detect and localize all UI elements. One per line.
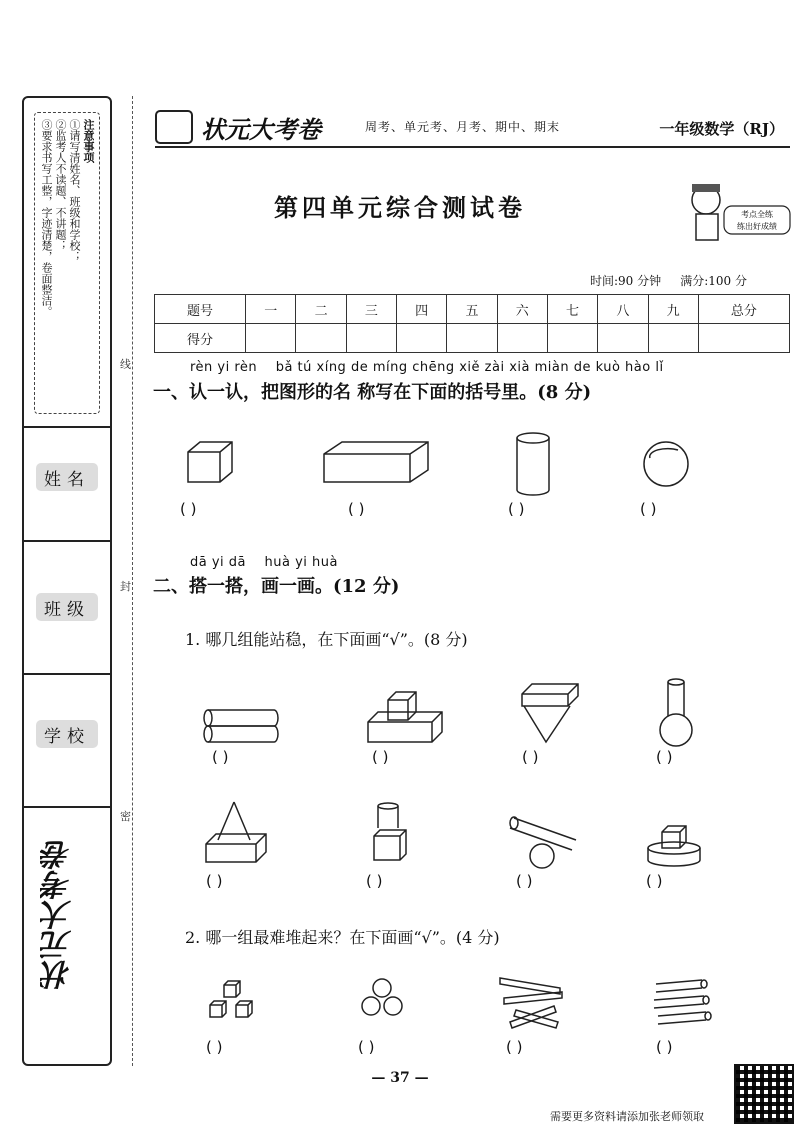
q1-blank-4[interactable]: ( ): [640, 500, 657, 518]
score-cell[interactable]: [547, 324, 597, 353]
exam-full-score: 满分:100 分: [680, 274, 747, 288]
q2-r2-blank-1[interactable]: ( ): [206, 872, 223, 890]
q2-sub1: 1. 哪几组能站稳，在下面画“√”。(8 分): [185, 630, 468, 649]
logo-icon: [155, 110, 193, 144]
cone-on-block-shape: [204, 800, 270, 864]
small-cubes-shape: [206, 975, 262, 1025]
q2-r3-blank-1[interactable]: ( ): [206, 1038, 223, 1056]
score-cell[interactable]: [447, 324, 497, 353]
q2-r3-blank-4[interactable]: ( ): [656, 1038, 673, 1056]
cell: 六: [497, 295, 547, 324]
score-table-score-row: [155, 324, 790, 353]
footer-note: 需要更多资料请添加张老师领取: [550, 1110, 704, 1123]
q2-r2-blank-3[interactable]: ( ): [516, 872, 533, 890]
sphere-shape: [642, 440, 692, 490]
score-cell[interactable]: [698, 324, 789, 353]
notes-title: 注意事项: [82, 119, 95, 163]
q1-blank-1[interactable]: ( ): [180, 500, 197, 518]
score-cell[interactable]: [497, 324, 547, 353]
score-cell[interactable]: [296, 324, 346, 353]
name-label: 姓名: [36, 463, 98, 491]
cube-on-cylinder-shape: [646, 822, 702, 868]
score-table-header-row: [155, 295, 790, 324]
cell: 三: [346, 295, 396, 324]
notes-box: [34, 112, 100, 414]
q2-r1-blank-2[interactable]: ( ): [372, 748, 389, 766]
header: [155, 104, 790, 148]
page-number: — 37 —: [371, 1070, 429, 1086]
crossed-sticks-shape: [496, 970, 568, 1030]
q1-title: 一、认一认，把图形的名 称写在下面的括号里。(8 分): [153, 382, 592, 403]
cut-mark-secret: 密: [120, 810, 131, 823]
cube-shape: [186, 440, 236, 485]
class-label: 班级: [36, 593, 98, 621]
cell: 题号: [155, 295, 246, 324]
cuboid-shape: [322, 440, 432, 485]
q2-r1-blank-4[interactable]: ( ): [656, 748, 673, 766]
qr-code-icon: [734, 1064, 794, 1124]
stacked-balls-shape: [358, 978, 408, 1022]
cylinder-on-sphere-shape: [656, 676, 696, 748]
stacked-cylinders-shape: [202, 708, 282, 744]
page-title: 第四单元综合测试卷: [274, 193, 526, 222]
cell: 二: [296, 295, 346, 324]
q2-r1-blank-1[interactable]: ( ): [212, 748, 229, 766]
cell: 四: [397, 295, 447, 324]
q2-title: 二、搭一搭，画一画。(12 分): [153, 576, 400, 597]
q2-r1-blank-3[interactable]: ( ): [522, 748, 539, 766]
q1-pinyin: rèn yi rèn bǎ tú xíng de míng chēng xiě zài xià miàn de kuò hào lǐ: [190, 360, 664, 375]
cell: 七: [547, 295, 597, 324]
note-2: ②监考人不读题、不讲题；: [54, 119, 67, 251]
cylinder-on-cube-shape: [370, 800, 412, 864]
mascot-text-2: 练出好成绩: [737, 222, 777, 231]
cell: 一: [246, 295, 296, 324]
score-cell[interactable]: [246, 324, 296, 353]
q2-r2-blank-2[interactable]: ( ): [366, 872, 383, 890]
cylinder-shape: [514, 432, 554, 498]
score-cell[interactable]: [648, 324, 698, 353]
mascot-icon: [684, 178, 794, 248]
cube-on-block-shape: [366, 688, 446, 744]
exam-time: 时间:90 分钟: [590, 274, 662, 288]
cell: 八: [598, 295, 648, 324]
q1-blank-2[interactable]: ( ): [348, 500, 365, 518]
cell: 九: [648, 295, 698, 324]
score-cell[interactable]: [346, 324, 396, 353]
school-label: 学校: [36, 720, 98, 748]
q2-r3-blank-3[interactable]: ( ): [506, 1038, 523, 1056]
cut-mark-line: 线: [120, 358, 131, 371]
header-brand: 状元大考卷: [201, 115, 321, 144]
cell: 五: [447, 295, 497, 324]
q2-sub2: 2. 哪一组最难堆起来？在下面画“√”。(4 分): [185, 928, 500, 947]
q2-r2-blank-4[interactable]: ( ): [646, 872, 663, 890]
note-3: ③要求书写工整，字迹清楚，卷面整洁。: [40, 119, 53, 317]
exam-info: [590, 272, 747, 289]
mascot-text-1: 考点全练: [741, 210, 773, 219]
cone-point-down-shape: [520, 682, 582, 744]
cut-line: [132, 96, 133, 1066]
q2-r3-blank-2[interactable]: ( ): [358, 1038, 375, 1056]
stacked-logs-shape: [652, 978, 712, 1026]
q1-blank-3[interactable]: ( ): [508, 500, 525, 518]
score-table: [154, 294, 790, 353]
cut-mark-seal: 封: [120, 580, 131, 593]
cell: 得分: [155, 324, 246, 353]
cylinder-on-ball-shape: [510, 810, 582, 870]
header-grade: 一年级数学（RJ）: [659, 120, 784, 138]
score-cell[interactable]: [598, 324, 648, 353]
cell: 总分: [698, 295, 789, 324]
header-tagline: 周考、单元考、月考、期中、期末: [365, 120, 561, 134]
note-1: ①请写清姓名、班级和学校；: [68, 119, 81, 262]
sidebar: [22, 96, 112, 1066]
score-cell[interactable]: [397, 324, 447, 353]
notes: [35, 113, 99, 399]
sidebar-brand: 状元大考卷: [42, 840, 77, 990]
q2-pinyin: dā yi dā huà yi huà: [190, 555, 338, 570]
